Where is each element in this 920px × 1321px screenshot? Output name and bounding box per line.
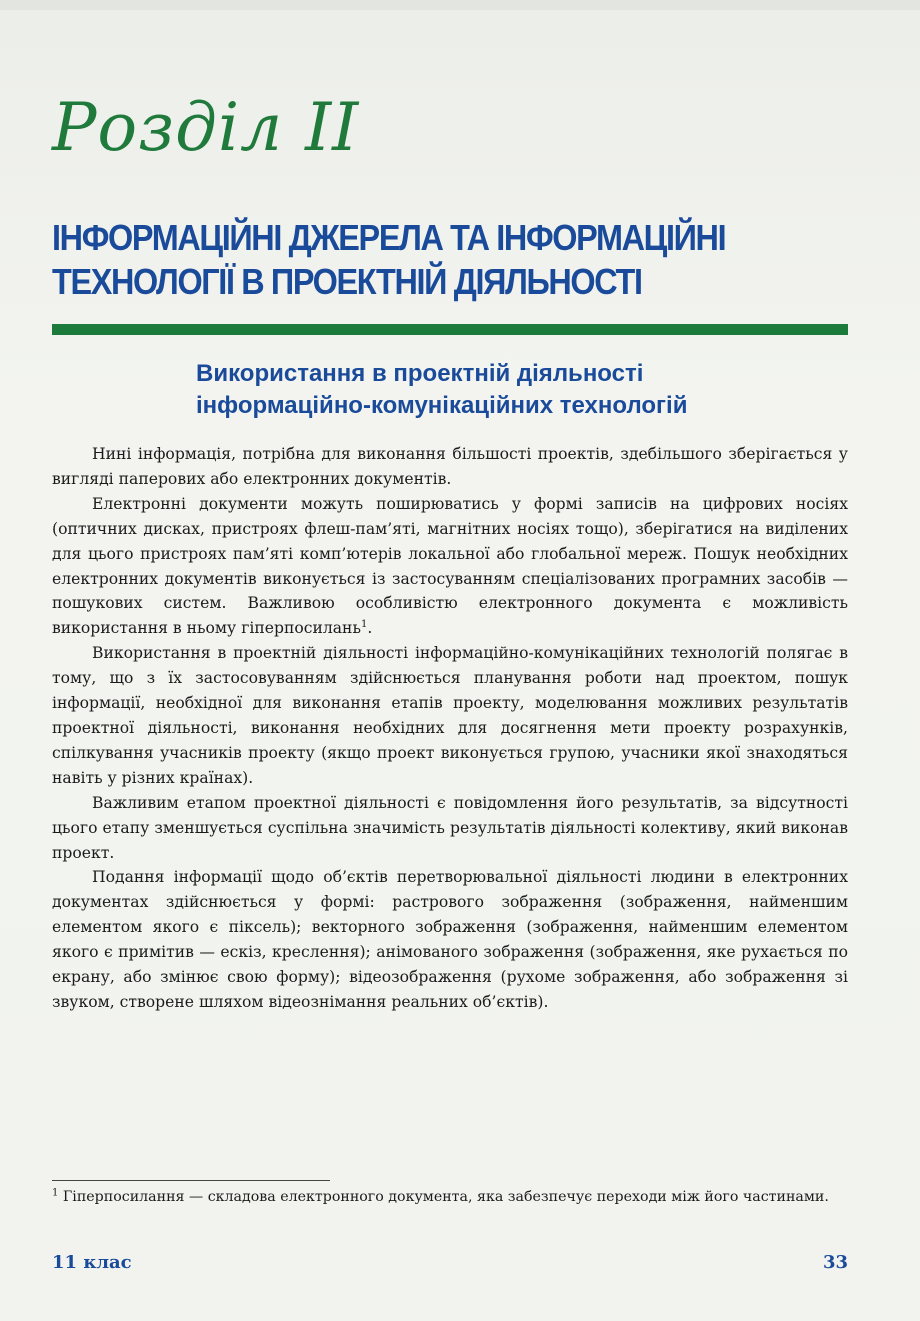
section-heading-line-1: Використання в проектній діяльності — [196, 360, 644, 387]
footer-grade-label: 11 клас — [52, 1252, 132, 1273]
paragraph-2-end: . — [367, 619, 373, 638]
section-heading — [196, 358, 836, 422]
chapter-title: Розділ ІІ — [52, 89, 360, 166]
paragraph-2-text: Електронні документи можуть поширюватись у формі записів на цифрових носіях (оптичних дисках, пристроях флеш-пам’яті, магнітних носіях тощо), зберігатися на виділених для цього пристроях пам’яті комп’ютерів локальної або глобальної мереж. Пошук необхідних електронних документів виконується із застосуванням спеціалізованих програмних засобів — пошукових систем. Важливою особливістю електронного документа є можливість використання в ньому гіперпосилань — [52, 494, 848, 638]
footnote-text: Гіперпосилання — складова електронного документа, яка забезпечує переходи між його частинами. — [62, 1189, 829, 1205]
section-heading-line-2: інформаційно-комунікаційних технологій — [196, 392, 688, 419]
footnote-separator — [52, 1180, 330, 1181]
main-heading-line-1: ІНФОРМАЦІЙНІ ДЖЕРЕЛА ТА ІНФОРМАЦІЙНІ — [52, 217, 726, 258]
paragraph-5: Подання інформації щодо об’єктів перетворювальної діяльності людини в електронних документах здійснюється у формі: растрового зображення (зображення, найменшим елементом якого є піксель); векторного зображення (зображення, найменшим елементом якого є примітив — ескіз, креслення); анімованого зображення (зображення, яке рухається по екрану, або змінює свою форму); відеозображення (рухоме зображення, або зображення зі звуком, створене шляхом відеознімання реальних об’єктів). — [52, 868, 848, 1011]
footnote-mark: 1 — [52, 1187, 59, 1199]
paragraph-3: Використання в проектній діяльності інформаційно-комунікаційних технологій полягає в тому, що з їх застосовуванням здійснюється планування роботи над проектом, пошук інформації, необхідної для виконання етапів проекту, моделювання можливих результатів проектної діяльності, виконання необхідних для досягнення мети проекту розрахунків, спілкування учасників проекту (якщо проект виконується групою, учасники якої знаходяться навіть у різних країнах). — [52, 644, 848, 787]
paragraph-2 — [52, 492, 848, 641]
green-divider-rule — [52, 324, 848, 335]
page-top-edge — [0, 0, 920, 10]
body-text — [52, 442, 848, 1015]
footnote-reference: 1 — [360, 619, 368, 631]
footnote — [52, 1186, 848, 1208]
page-number: 33 — [822, 1252, 848, 1273]
paragraph-1: Нині інформація, потрібна для виконання більшості проектів, здебільшого зберігається у вигляді паперових або електронних документів. — [52, 445, 848, 488]
main-heading — [52, 216, 790, 304]
paragraph-4: Важливим етапом проектної діяльності є повідомлення його результатів, за відсутності цього етапу зменшується суспільна значимість результатів діяльності колективу, який виконав проект. — [52, 793, 848, 862]
main-heading-line-2: ТЕХНОЛОГІЇ В ПРОЕКТНІЙ ДІЯЛЬНОСТІ — [52, 261, 642, 302]
